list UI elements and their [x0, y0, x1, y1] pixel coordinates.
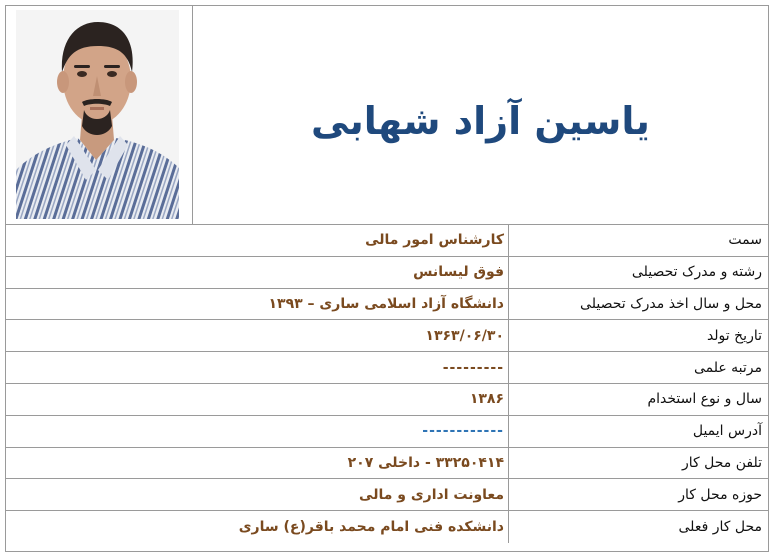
profile-header: [6, 6, 768, 225]
current-workplace-label: محل کار فعلی: [678, 519, 762, 536]
department-value: معاونت اداری و مالی: [6, 479, 509, 510]
table-row: [6, 384, 768, 416]
birth-date-label: تاریخ تولد: [706, 327, 762, 344]
degree-value: فوق لیسانس: [6, 257, 509, 288]
table-row: [6, 479, 768, 511]
info-table: [6, 225, 768, 543]
current-workplace-value: دانشکده فنی امام محمد باقر(ع) ساری: [6, 511, 509, 543]
academic-rank-value: ---------: [6, 352, 509, 383]
employment-year-value: ۱۳۸۶: [6, 384, 509, 415]
position-label: سمت: [728, 232, 762, 249]
table-row: [6, 511, 768, 543]
photo-cell: [6, 6, 193, 224]
table-row: [6, 257, 768, 289]
position-value: کارشناس امور مالی: [6, 225, 509, 256]
work-phone-value: ۳۳۲۵۰۴۱۴ - داخلی ۲۰۷: [6, 448, 509, 479]
profile-card: [5, 5, 769, 552]
university-value: دانشگاه آزاد اسلامی ساری – ۱۳۹۳: [6, 289, 509, 320]
academic-rank-label: مرتبه علمی: [693, 359, 762, 376]
email-label: آدرس ایمیل: [692, 423, 762, 440]
employment-year-label: سال و نوع استخدام: [647, 391, 762, 408]
profile-photo: [16, 10, 179, 219]
table-row: [6, 225, 768, 257]
person-name: یاسین آزاد شهابی: [311, 99, 650, 143]
work-phone-label: تلفن محل کار: [681, 454, 762, 471]
table-row: [6, 289, 768, 321]
name-cell: [193, 6, 768, 224]
degree-label: رشته و مدرک تحصیلی: [631, 264, 762, 281]
university-label: محل و سال اخذ مدرک تحصیلی: [580, 295, 762, 312]
table-row: [6, 448, 768, 480]
table-row: [6, 352, 768, 384]
department-label: حوزه محل کار: [678, 486, 762, 503]
table-row: [6, 320, 768, 352]
birth-date-value: ۱۳۶۳/۰۶/۳۰: [6, 320, 509, 351]
table-row: [6, 416, 768, 448]
email-value[interactable]: ------------: [6, 416, 509, 447]
